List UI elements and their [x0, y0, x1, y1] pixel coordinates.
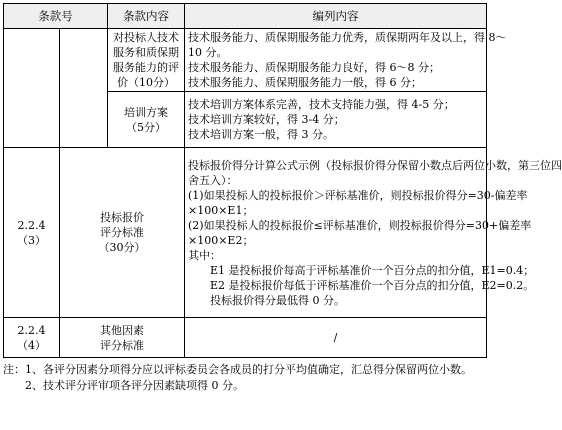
- header-item: 条款内容: [108, 4, 185, 29]
- table-row-service: [4, 29, 487, 92]
- number-cell-empty: [4, 29, 60, 148]
- item-line: 评分标准: [100, 226, 144, 239]
- number-line: （4）: [17, 338, 46, 352]
- item-cell-service: [108, 29, 185, 92]
- item-line: 其他因素: [100, 323, 144, 337]
- content-line: 技术培训方案体系完善，技术支持能力强，得 4-5 分；: [188, 98, 455, 111]
- number-cell-other: [4, 318, 60, 358]
- item-line: （5分）: [126, 120, 166, 134]
- content-line: (1)如果投标人的投标报价＞评标基准价，则投标报价得分=30-偏差率: [188, 188, 528, 202]
- item-line: 培训方案: [124, 105, 168, 119]
- content-line: ×100×E2；: [188, 233, 254, 247]
- item-line: （30分）: [98, 241, 146, 254]
- content-line: 10 分。: [188, 46, 228, 59]
- table-row-price: [4, 148, 487, 318]
- content-line: 技术培训方案较好，得 3-4 分；: [188, 113, 345, 126]
- table-header-row: [4, 4, 487, 29]
- content-cell-training: [185, 92, 487, 148]
- content-line: 投标报价得分计算公式示例（投标报价得分保留小数点后两位小数，第三位四: [188, 158, 562, 172]
- content-line-indented: E2 是投标报价每低于评标基准价一个百分点的扣分值，E2=0.2。: [210, 278, 535, 292]
- content-cell-other: /: [185, 318, 487, 358]
- item-cell-price: [60, 148, 185, 318]
- item-line: 服务和质保期: [113, 46, 179, 59]
- content-line: (2)如果投标人的投标报价≤评标基准价，则投标报价得分=30+偏差率: [188, 218, 532, 232]
- content-cell-service: [185, 29, 507, 92]
- item-line: 评分标准: [100, 338, 144, 352]
- content-line: 其中：: [188, 248, 221, 262]
- item-line: 对投标人技术: [113, 31, 179, 44]
- number-line: 2.2.4: [17, 218, 46, 232]
- number-line: （3）: [17, 233, 46, 247]
- scoring-table: [3, 3, 562, 358]
- content-line-indented: E1 是投标报价每高于评标基准价一个百分点的扣分值，E1=0.4；: [210, 263, 535, 277]
- header-content: 编列内容: [185, 4, 487, 29]
- content-line: 技术培训方案一般，得 3 分。: [188, 128, 334, 141]
- item-cell-other: [60, 318, 185, 358]
- table-notes: [3, 362, 486, 394]
- item-cell-training: [108, 92, 185, 148]
- content-line: 舍五入）：: [188, 173, 238, 187]
- item-line: 价（10分）: [117, 76, 175, 89]
- sub-number-cell-empty: [60, 29, 108, 148]
- item-line: 投标报价: [100, 211, 144, 224]
- note-line-1: 注：1、各评分因素分项得分应以评标委员会各成员的打分平均值确定，汇总得分保留两位小数。: [3, 363, 472, 376]
- content-line-indented: 投标报价得分最低得 0 分。: [210, 293, 345, 307]
- content-line: 技术服务能力、质保期服务能力一般，得 6 分；: [188, 76, 422, 89]
- note-line-2: 2、技术评分评审项各评分因素缺项得 0 分。: [25, 379, 244, 392]
- number-line: 2.2.4: [17, 323, 46, 337]
- content-line: 技术服务能力、质保期服务能力良好，得 6～8 分；: [188, 61, 440, 74]
- item-line: 服务能力的评: [113, 61, 179, 74]
- content-line: ×100×E1；: [188, 203, 254, 217]
- content-cell-price: [185, 148, 562, 318]
- header-number: 条款号: [4, 4, 108, 29]
- number-cell-price: [4, 148, 60, 318]
- table-row-other: [4, 318, 487, 358]
- content-line: 技术服务能力、质保期服务能力优秀，质保期两年及以上，得 8～: [188, 31, 507, 44]
